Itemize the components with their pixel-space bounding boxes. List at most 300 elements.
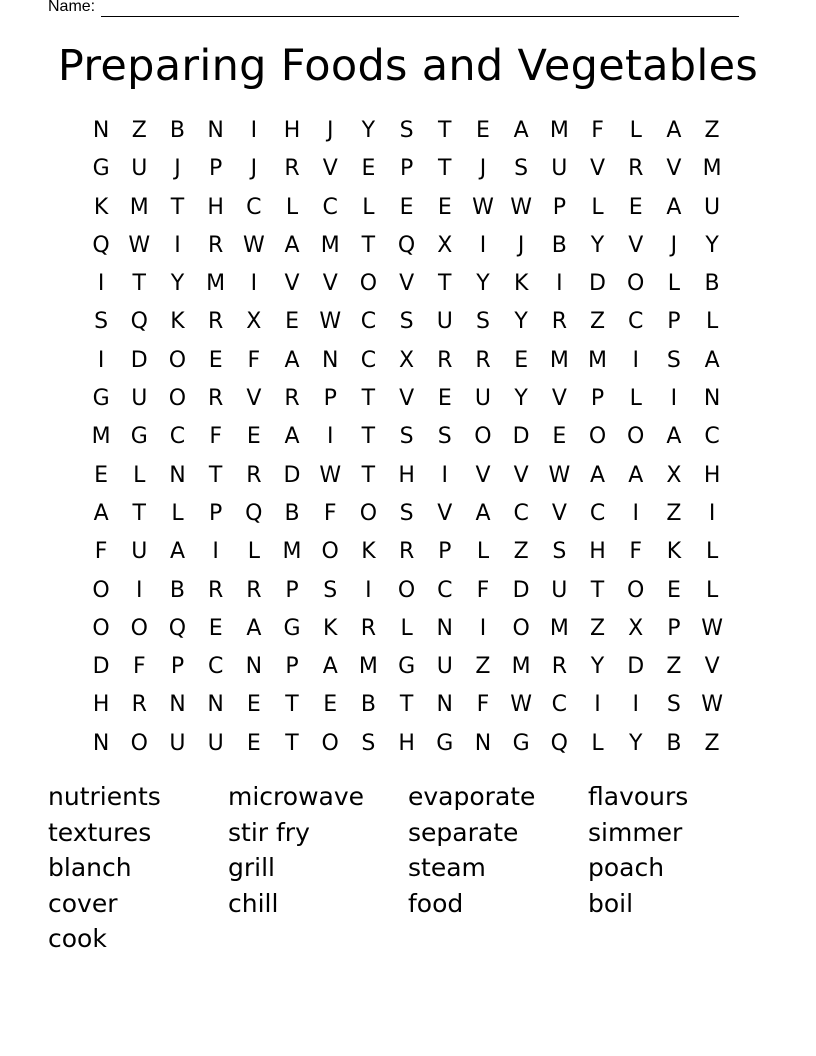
grid-letter: T [170,194,185,220]
grid-letter: Q [245,500,263,526]
grid-letter: P [285,654,299,680]
grid-letter: Q [397,232,416,258]
grid-letter: V [513,462,529,488]
grid-letter: P [667,615,681,641]
word-list-item: separate [408,817,519,847]
grid-letter: Q [130,309,148,335]
grid-letter: W [548,462,571,488]
grid-letter: S [437,424,452,450]
grid-letter: C [551,692,568,718]
grid-letter: I [365,577,372,603]
grid-letter: U [131,156,148,182]
grid-letter: F [476,577,490,603]
grid-letter: T [132,271,146,297]
grid-letter: L [285,194,299,220]
grid-letter: L [171,500,184,526]
grid-letter: F [94,539,108,565]
grid-letter: V [437,500,453,526]
grid-letter: S [666,347,681,373]
grid-letter: J [326,118,334,143]
grid-letter: L [705,577,719,603]
grid-letter: O [359,271,378,297]
grid-letter: W [319,462,342,488]
grid-letter: S [666,692,681,718]
grid-letter: O [92,577,110,603]
grid-letter: J [250,156,258,182]
word-list-item: chill [228,888,279,918]
grid-letter: E [246,730,261,756]
grid-letter: A [322,654,338,680]
grid-letter: D [512,577,530,603]
grid-letter: T [361,386,376,412]
grid-row [82,418,731,456]
grid-row [82,380,731,418]
grid-letter: V [322,271,338,297]
grid-letter: Y [590,232,605,258]
grid-letter: V [551,386,567,412]
grid-letter: B [551,232,567,258]
word-list-item: cover [48,888,118,918]
grid-letter: I [136,577,143,603]
grid-letter: P [170,654,185,680]
grid-letter: O [321,539,339,565]
grid-letter: M [549,118,569,143]
grid-letter: V [475,462,491,488]
grid-letter: N [169,692,186,718]
grid-letter: P [667,309,681,335]
name-underline [101,2,739,17]
grid-letter: K [170,309,185,335]
grid-letter: W [701,692,723,718]
grid-letter: E [552,424,567,450]
grid-letter: R [628,156,644,182]
grid-letter: V [704,654,720,680]
grid-letter: A [704,347,720,373]
grid-letter: W [319,309,342,335]
grid-letter: G [398,654,416,680]
grid-letter: Z [704,118,720,143]
grid-letter: V [322,156,338,182]
grid-letter: A [666,194,682,220]
grid-letter: V [246,386,262,412]
grid-letter: I [708,500,716,526]
grid-letter: I [250,118,258,143]
grid-letter: T [399,692,414,718]
grid-letter: H [92,692,110,718]
grid-letter: E [246,692,261,718]
grid-letter: C [437,577,453,603]
grid-letter: V [399,271,415,297]
grid-letter: V [666,156,682,182]
grid-letter: E [514,347,529,373]
grid-letter: O [474,424,492,450]
grid-letter: V [590,156,606,182]
grid-letter: R [551,654,567,680]
grid-letter: N [703,386,721,412]
grid-letter: L [591,194,604,220]
grid-letter: A [284,347,300,373]
grid-letter: T [361,232,376,258]
grid-letter: R [208,309,224,335]
grid-letter: M [588,347,608,373]
grid-letter: P [285,577,299,603]
grid-row [82,227,731,265]
grid-row [82,686,731,724]
name-label: Name: [48,0,96,15]
grid-letter: P [209,500,223,526]
grid-letter: L [667,271,681,297]
grid-letter: H [703,462,721,488]
word-list-item: microwave [228,782,365,811]
grid-letter: M [320,232,340,258]
grid-letter: Y [476,271,490,297]
grid-letter: N [169,462,186,488]
grid-letter: P [590,386,605,412]
grid-letter: O [627,271,645,297]
grid-letter: B [704,271,720,297]
grid-letter: X [628,615,644,641]
word-list-item: boil [588,888,634,918]
grid-letter: Z [513,539,529,565]
grid-letter: O [130,730,148,756]
word-list-item: grill [228,853,275,883]
grid-letter: O [512,615,530,641]
grid-letter: K [93,194,109,220]
grid-letter: D [283,462,301,488]
grid-letter: L [362,194,375,220]
grid-letter: E [208,615,223,641]
grid-letter: W [701,615,723,641]
grid-letter: S [399,118,414,143]
grid-letter: O [359,500,378,526]
grid-letter: Z [589,309,606,335]
grid-letter: M [358,654,378,680]
grid-letter: H [207,194,224,220]
grid-letter: M [549,615,569,641]
grid-letter: Y [590,654,605,680]
word-list-item: poach [588,853,665,883]
grid-letter: Y [361,118,376,143]
grid-letter: O [92,615,110,641]
grid-letter: U [207,730,224,756]
grid-letter: R [246,577,262,603]
grid-letter: R [437,347,453,373]
grid-letter: A [284,232,300,258]
word-list-item: cook [48,924,107,954]
grid-letter: D [92,654,110,680]
grid-letter: T [438,118,452,143]
grid-letter: Y [514,309,528,335]
grid-letter: Q [168,615,187,641]
grid-letter: G [92,386,110,412]
grid-letter: S [399,424,414,450]
grid-letter: R [360,615,377,641]
grid-letter: E [323,692,338,718]
grid-letter: N [436,615,454,641]
page-title: Preparing Foods and Vegetables [57,41,759,91]
grid-letter: V [284,271,300,297]
grid-letter: A [475,500,491,526]
grid-letter: C [360,309,377,335]
word-list-item: nutrients [48,782,161,811]
grid-letter: L [247,539,260,565]
grid-letter: Y [514,386,528,412]
grid-letter: E [361,156,376,182]
grid-letter: U [131,386,148,412]
word-list-item: flavours [588,782,689,811]
grid-letter: S [361,730,376,756]
grid-letter: G [283,615,301,641]
grid-letter: I [212,539,219,565]
grid-letter: J [517,232,525,258]
grid-letter: R [246,462,262,488]
grid-letter: R [284,386,300,412]
grid-letter: L [705,539,719,565]
grid-letter: R [208,232,224,258]
grid-letter: E [94,462,109,488]
grid-letter: F [323,500,337,526]
grid-row [82,342,731,380]
grid-letter: L [133,462,146,488]
grid-letter: P [438,539,452,565]
grid-letter: B [169,118,186,143]
grid-letter: P [209,156,223,182]
name-field [48,0,739,17]
grid-letter: X [399,347,415,373]
grid-letter: U [436,309,453,335]
grid-letter: L [705,309,719,335]
grid-letter: K [666,539,682,565]
grid-row [82,150,731,188]
grid-letter: S [399,309,414,335]
grid-letter: F [629,539,643,565]
grid-row [82,303,731,341]
grid-letter: F [247,347,261,373]
word-list-item: textures [48,817,152,847]
grid-letter: O [168,386,187,412]
grid-letter: I [479,615,487,641]
grid-letter: T [438,156,452,182]
grid-letter: T [361,462,376,488]
grid-letter: U [551,577,568,603]
grid-letter: B [169,577,186,603]
grid-letter: I [441,462,449,488]
grid-letter: U [131,539,148,565]
grid-letter: W [242,232,265,258]
grid-letter: J [174,156,181,182]
grid-letter: I [97,347,105,373]
grid-letter: V [628,232,644,258]
grid-letter: M [702,156,722,182]
grid-row [82,457,731,495]
grid-letter: R [208,386,224,412]
grid-letter: A [284,424,300,450]
grid-letter: A [169,539,185,565]
grid-letter: C [207,654,224,680]
grid-letter: A [628,462,644,488]
grid-letter: X [437,232,453,258]
grid-letter: A [666,118,682,143]
grid-row [82,189,731,227]
grid-letter: I [670,386,678,412]
grid-letter: D [130,347,148,373]
grid-letter: V [551,500,567,526]
grid-row [82,725,731,763]
grid-letter: E [208,347,223,373]
word-list [48,779,768,957]
grid-row [82,648,731,686]
grid-letter: W [510,194,533,220]
grid-letter: A [93,500,109,526]
grid-letter: I [632,500,639,526]
grid-letter: A [590,462,606,488]
grid-letter: B [360,692,376,718]
grid-letter: U [169,730,186,756]
grid-letter: D [627,654,645,680]
grid-letter: N [207,692,224,718]
grid-letter: Z [475,654,491,680]
grid-letter: F [132,654,146,680]
grid-letter: Z [131,118,147,143]
grid-letter: E [476,118,490,143]
grid-letter: W [128,232,151,258]
grid-letter: L [400,615,413,641]
grid-letter: R [398,539,415,565]
grid-letter: N [321,347,339,373]
grid-letter: Q [92,232,110,258]
word-list-item: simmer [588,817,683,847]
grid-letter: Z [704,730,720,756]
grid-letter: O [130,615,148,641]
grid-letter: T [285,730,299,756]
grid-letter: S [323,577,338,603]
grid-letter: V [399,386,415,412]
grid-letter: T [361,424,376,450]
grid-letter: R [475,347,491,373]
grid-letter: Q [550,730,568,756]
grid-letter: C [513,500,529,526]
grid-letter: C [246,194,262,220]
grid-row [82,610,731,648]
grid-letter: F [209,424,222,450]
grid-letter: C [169,424,186,450]
grid-letter: N [207,118,224,143]
grid-letter: W [472,194,494,220]
grid-letter: I [479,232,487,258]
grid-letter: L [629,118,642,143]
grid-letter: R [551,309,567,335]
grid-letter: H [283,118,301,143]
grid-letter: C [322,194,338,220]
grid-letter: S [94,309,109,335]
grid-letter: Z [666,500,682,526]
grid-letter: D [512,424,530,450]
grid-letter: N [245,654,263,680]
grid-letter: G [512,730,530,756]
grid-letter: M [549,347,569,373]
grid-letter: O [588,424,607,450]
grid-letter: S [399,500,414,526]
grid-letter: R [131,692,147,718]
grid-letter: M [282,539,302,565]
grid-letter: P [399,156,414,182]
grid-letter: B [666,730,682,756]
grid-letter: M [206,271,226,297]
grid-letter: L [476,539,490,565]
grid-letter: L [629,386,642,412]
grid-letter: R [208,577,224,603]
grid-letter: X [246,309,262,335]
grid-letter: H [589,539,606,565]
word-list-item: food [408,888,464,918]
grid-row [82,265,731,303]
grid-letter: X [666,462,682,488]
grid-letter: O [627,424,645,450]
grid-letter: S [514,156,529,182]
word-list-item: steam [408,853,486,883]
grid-letter: N [92,730,110,756]
grid-row [82,533,731,571]
grid-row [82,572,731,610]
grid-letter: Z [666,654,682,680]
grid-letter: B [284,500,300,526]
grid-letter: A [246,615,262,641]
grid-letter: T [590,577,605,603]
grid-letter: O [397,577,416,603]
grid-letter: N [92,118,110,143]
grid-letter: O [627,577,645,603]
grid-letter: S [552,539,567,565]
grid-letter: G [92,156,110,182]
grid-letter: E [246,424,261,450]
grid-letter: S [475,309,490,335]
grid-letter: J [670,232,678,258]
grid-letter: W [510,692,533,718]
word-list-item: stir fry [228,817,310,847]
grid-letter: P [552,194,566,220]
grid-letter: K [361,539,376,565]
grid-letter: T [285,692,299,718]
grid-letter: J [479,156,487,182]
grid-letter: U [436,654,453,680]
grid-letter: C [360,347,377,373]
grid-letter: D [589,271,606,297]
grid-letter: C [628,309,644,335]
grid-letter: E [399,194,414,220]
grid-letter: E [437,194,452,220]
grid-letter: Y [170,271,185,297]
grid-letter: K [323,615,338,641]
grid-letter: G [130,424,148,450]
grid-letter: Y [705,232,719,258]
grid-letter: T [208,462,223,488]
grid-letter: Y [628,730,643,756]
grid-letter: T [132,500,146,526]
grid-letter: M [91,424,111,450]
grid-letter: M [129,194,149,220]
grid-letter: Z [589,615,606,641]
grid-letter: G [436,730,454,756]
grid-letter: I [632,347,639,373]
grid-letter: P [323,386,337,412]
grid-letter: T [438,271,452,297]
grid-letter: U [704,194,721,220]
grid-letter: I [174,232,181,258]
grid-letter: C [589,500,606,526]
grid-letter: O [321,730,339,756]
grid-letter: I [326,424,334,450]
grid-row [82,495,731,533]
